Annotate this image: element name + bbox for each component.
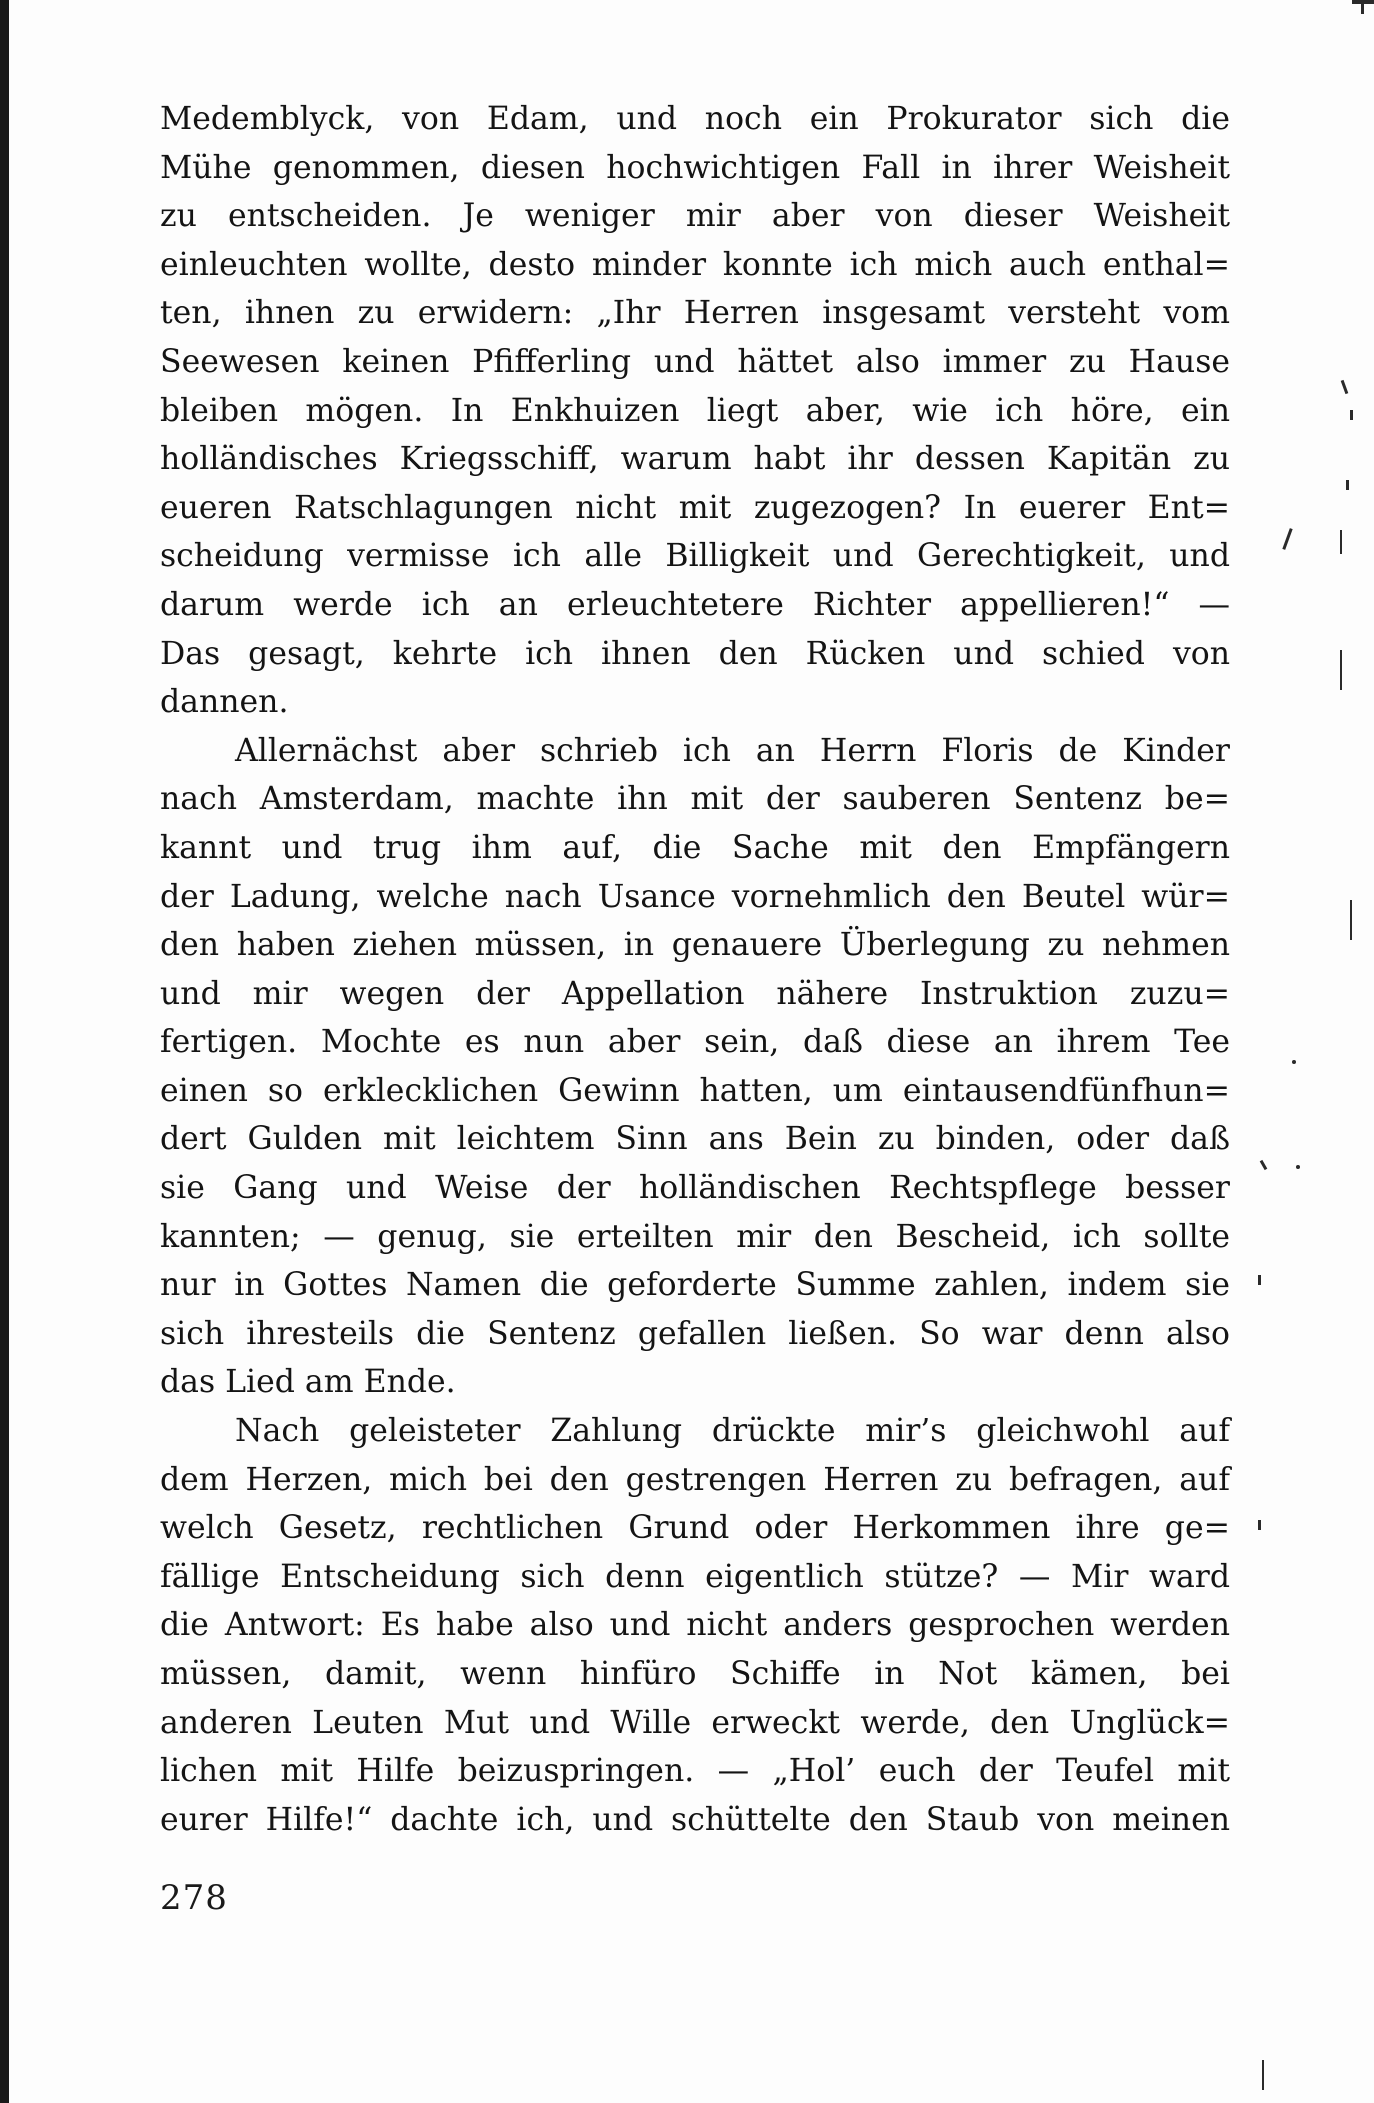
text-line: nach Amsterdam, machte ihn mit der sauberen Sentenz be= — [160, 781, 1230, 818]
paragraph — [160, 727, 1230, 1407]
text-line: ten, ihnen zu erwidern: „Ihr Herren insgesamt versteht vom — [160, 295, 1230, 332]
scan-edge-mark — [1346, 480, 1349, 490]
text-line: eurer Hilfe!“ dachte ich, und schüttelte den Staub von meinen — [160, 1801, 1230, 1838]
text-line: das Lied am Ende. — [160, 1364, 456, 1401]
text-line: Das gesagt, kehrte ich ihnen den Rücken und schied von — [160, 635, 1230, 672]
text-line: Nach geleisteter Zahlung drückte mir’s gleichwohl auf — [235, 1413, 1230, 1450]
text-line: lichen mit Hilfe beizuspringen. — „Hol’ euch der Teufel mit — [160, 1753, 1230, 1790]
text-line: kannten; — genug, sie erteilten mir den Bescheid, ich sollte — [160, 1218, 1230, 1255]
text-line: und mir wegen der Appellation nähere Instruktion zuzu= — [160, 975, 1230, 1012]
text-line: darum werde ich an erleuchtetere Richter appellieren!“ — — [160, 586, 1230, 623]
scan-edge-mark — [1258, 1275, 1261, 1285]
text-line: zu entscheiden. Je weniger mir aber von dieser Weisheit — [160, 198, 1230, 235]
scan-edge-mark — [1341, 380, 1349, 394]
scan-edge-mark — [1258, 1520, 1261, 1530]
text-line: holländisches Kriegsschiff, warum habt ihr dessen Kapitän zu — [160, 441, 1230, 478]
text-line: der Ladung, welche nach Usance vornehmlich den Beutel wür= — [160, 878, 1230, 915]
text-line: dem Herzen, mich bei den gestrengen Herren zu befragen, auf — [160, 1461, 1230, 1498]
text-line: den haben ziehen müssen, in genauere Überlegung zu nehmen — [160, 927, 1230, 964]
text-line: scheidung vermisse ich alle Billigkeit und Gerechtigkeit, und — [160, 538, 1230, 575]
text-line: kannt und trug ihm auf, die Sache mit den Empfängern — [160, 829, 1230, 866]
scan-edge-mark — [1361, 0, 1364, 14]
page-spine-edge — [0, 0, 9, 2103]
text-line: müssen, damit, wenn hinfüro Schiffe in Not kämen, bei — [160, 1656, 1230, 1692]
text-line: Mühe genommen, diesen hochwichtigen Fall in ihrer Weisheit — [160, 149, 1230, 186]
text-line: bleiben mögen. In Enkhuizen liegt aber, wie ich höre, ein — [160, 392, 1230, 429]
scan-edge-mark — [1260, 1160, 1268, 1170]
scan-edge-mark — [1340, 650, 1342, 690]
text-line: fertigen. Mochte es nun aber sein, daß diese an ihrem Tee — [160, 1024, 1230, 1061]
scan-edge-mark — [1292, 1060, 1296, 1064]
text-line: eueren Ratschlagungen nicht mit zugezogen? In euerer Ent= — [160, 489, 1230, 526]
paragraph — [160, 95, 1230, 727]
text-line: welch Gesetz, rechtlichen Grund oder Herkommen ihre ge= — [160, 1510, 1230, 1547]
scan-edge-mark — [1282, 528, 1292, 550]
scan-edge-mark — [1350, 410, 1353, 420]
text-line: dannen. — [160, 684, 289, 721]
paragraph — [160, 1407, 1230, 1844]
text-line: fällige Entscheidung sich denn eigentlich stütze? — Mir ward — [160, 1558, 1230, 1595]
text-line: sie Gang und Weise der holländischen Rechtspflege besser — [160, 1170, 1230, 1207]
scan-edge-mark — [1350, 900, 1352, 940]
text-line: nur in Gottes Namen die geforderte Summe zahlen, indem sie — [160, 1267, 1230, 1304]
text-line: einleuchten wollte, desto minder konnte ich mich auch enthal= — [160, 246, 1230, 283]
page-number: 278 — [160, 1878, 228, 1918]
scan-edge-mark — [1296, 1165, 1300, 1169]
text-line: Allernächst aber schrieb ich an Herrn Floris de Kinder — [235, 732, 1230, 769]
text-line: einen so erklecklichen Gewinn hatten, um eintausendfünfhun= — [160, 1072, 1230, 1109]
text-line: anderen Leuten Mut und Wille erweckt werde, den Unglück= — [160, 1704, 1230, 1741]
text-line: Medemblyck, von Edam, und noch ein Prokurator sich die — [160, 101, 1230, 137]
text-line: dert Gulden mit leichtem Sinn ans Bein zu binden, oder daß — [160, 1121, 1230, 1158]
text-line: die Antwort: Es habe also und nicht anders gesprochen werden — [160, 1607, 1230, 1644]
scan-edge-mark — [1340, 530, 1342, 554]
scan-edge-mark — [1262, 2060, 1264, 2090]
text-line: sich ihresteils die Sentenz gefallen ließen. So war denn also — [160, 1315, 1230, 1352]
text-line: Seewesen keinen Pfifferling und hättet also immer zu Hause — [160, 343, 1230, 380]
body-text — [160, 95, 1230, 1844]
